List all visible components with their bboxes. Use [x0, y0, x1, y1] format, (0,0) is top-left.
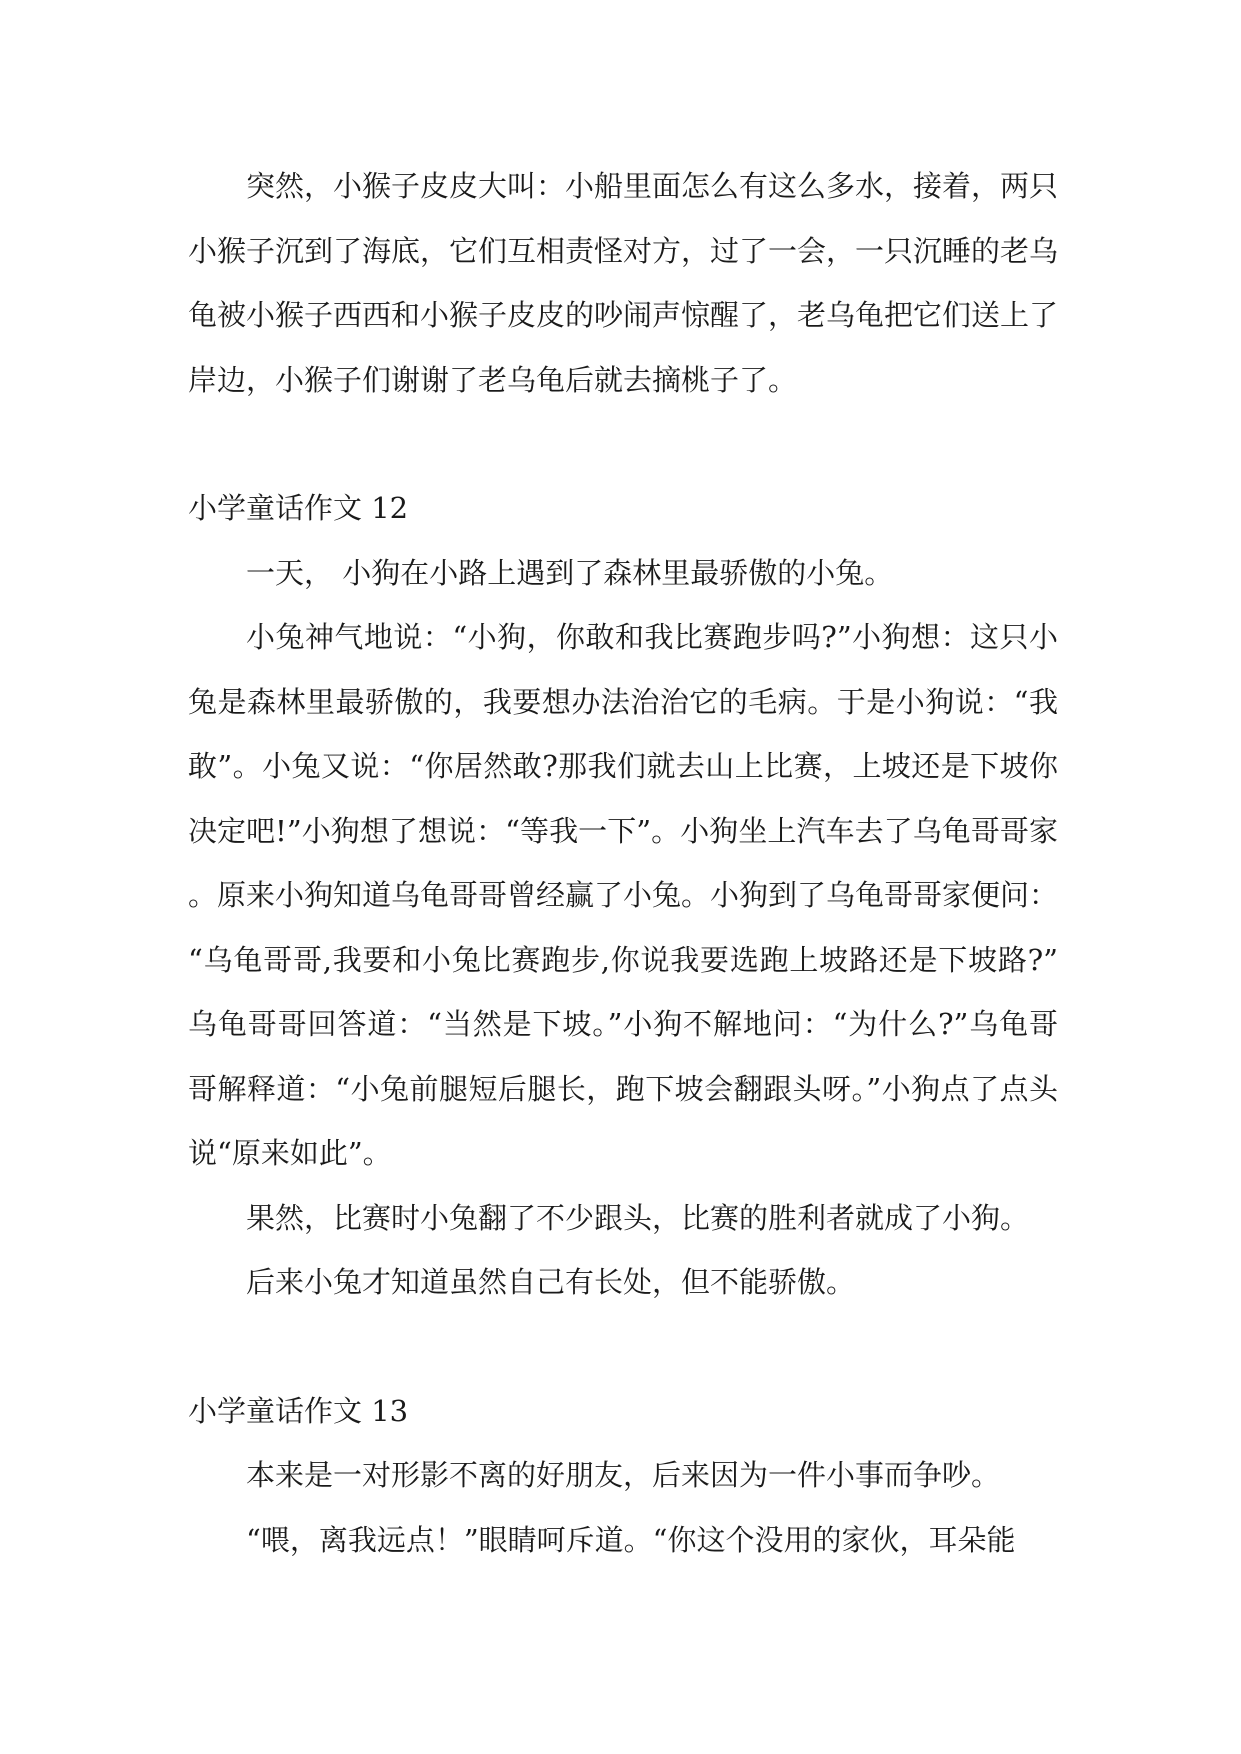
document-body [188, 154, 1058, 1572]
paragraph-friends-quarrel: 本来是一对形影不离的好朋友，后来因为一件小事而争吵。 [246, 1458, 1001, 1492]
paragraph-monkeys-ending: 突然，小猴子皮皮大叫：小船里面怎么有这么多水，接着，两只小猴子沉到了海底，它们互相责怪对方，过了一会，一只沉睡的老乌龟被小猴子西西和小猴子皮皮的吵闹声惊醒了，老乌龟把它们送上了岸边，小猴子们谢谢了老乌龟后就去摘桃子了。 [188, 169, 1059, 397]
section-heading-12: 小学童话作文 12 [188, 491, 409, 525]
paragraph-race-challenge: 小兔神气地说：“小狗，你敢和我比赛跑步吗?”小狗想：这只小兔是森林里最骄傲的，我要想办法治治它的毛病。于是小狗说：“我敢”。小兔又说：“你居然敢?那我们就去山上比赛，上坡还是下坡你决定吧!”小狗想了想说：“等我一下”。小狗坐上汽车去了乌龟哥哥家。原来小狗知道乌龟哥哥曾经赢了小兔。小狗到了乌龟哥哥家便问：“乌龟哥哥,我要和小兔比赛跑步,你说我要选跑上坡路还是下坡路?”乌龟哥哥回答道：“当然是下坡。”小狗不解地问：“为什么?”乌龟哥哥解释道：“小兔前腿短后腿长，跑下坡会翻跟头呀。”小狗点了点头说“原来如此”。 [188, 620, 1059, 1170]
paragraph-race-result: 果然，比赛时小兔翻了不少跟头，比赛的胜利者就成了小狗。 [246, 1200, 1030, 1235]
section-heading-13: 小学童话作文 13 [188, 1393, 409, 1428]
paragraph-moral: 后来小兔才知道虽然自己有长处，但不能骄傲。 [246, 1265, 856, 1299]
paragraph-dog-meets-rabbit: 一天， 小狗在小路上遇到了森林里最骄傲的小兔。 [246, 555, 894, 590]
paragraph-eyes-scold: “喂，离我远点！”眼睛呵斥道。“你这个没用的家伙，耳朵能 [246, 1522, 1016, 1557]
